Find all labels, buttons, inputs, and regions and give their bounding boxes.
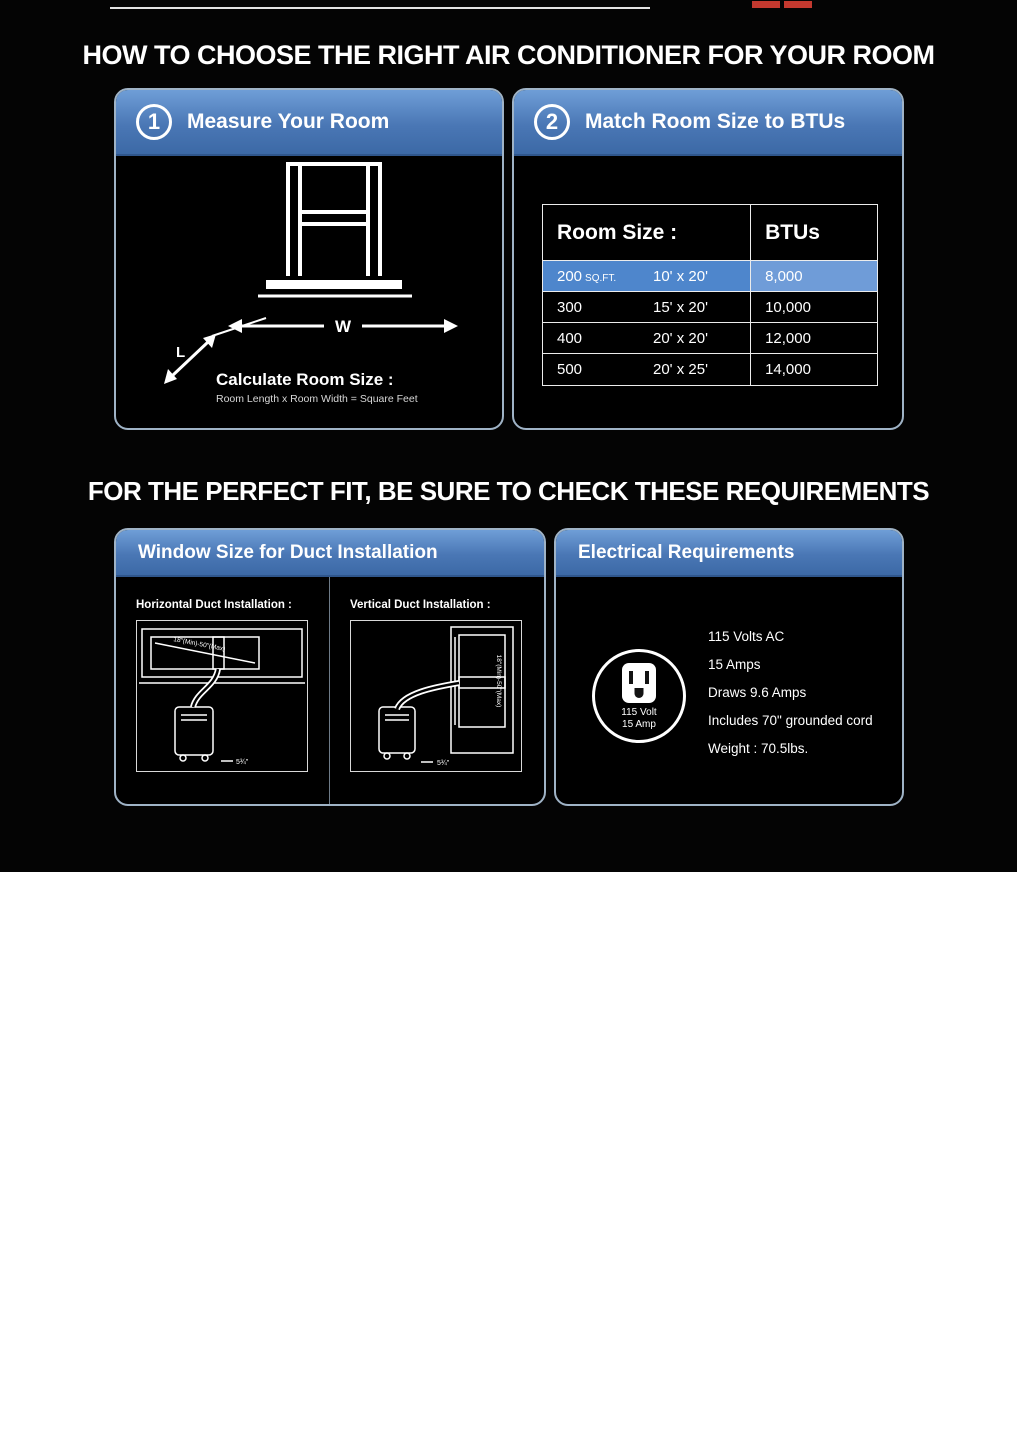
spec-item: Includes 70" grounded cord <box>708 713 873 728</box>
measure-room-header <box>116 90 502 156</box>
room-size-col-header: Room Size : <box>557 220 678 244</box>
vertical-duct-art <box>351 621 521 771</box>
calc-title: Calculate Room Size : <box>216 370 394 389</box>
table-row <box>543 354 877 385</box>
red-fragment <box>784 1 812 8</box>
power-outlet-icon <box>592 649 686 743</box>
step2-number-badge: 2 <box>534 104 570 140</box>
vertical-duct-diagram <box>350 620 522 772</box>
electrical-spec-list <box>708 629 873 769</box>
horizontal-duct-section <box>116 577 330 804</box>
electrical-body <box>556 577 902 804</box>
length-label: L <box>176 344 186 361</box>
table-row <box>543 261 877 292</box>
vertical-dim-range: 18"(Min)-50"(Max) <box>495 654 502 708</box>
electrical-title: Electrical Requirements <box>578 541 795 563</box>
step1-number-badge: 1 <box>136 104 172 140</box>
section2-title: FOR THE PERFECT FIT, BE SURE TO CHECK THESE REQUIREMENTS <box>87 476 930 506</box>
spec-item: Weight : 70.5lbs. <box>708 741 809 756</box>
step1-title: Measure Your Room <box>187 110 390 133</box>
spec-item: Draws 9.6 Amps <box>708 685 807 700</box>
red-fragment <box>752 1 780 8</box>
sqft-unit: SQ.FT. <box>585 272 617 284</box>
room-size-btu-header <box>514 90 902 156</box>
measure-room-body <box>116 156 502 428</box>
sqft-value: 300 <box>557 298 583 316</box>
horizontal-dim-small: 5¾" <box>236 759 249 766</box>
vertical-dim-small: 5¾" <box>437 760 450 767</box>
sqft-value: 400 <box>557 329 583 347</box>
room-measure-diagram <box>116 160 504 395</box>
calc-formula: Room Length x Room Width = Square Feet <box>216 393 418 405</box>
room-size-btu-body <box>514 156 902 428</box>
dimensions-value: 20' x 25' <box>653 361 708 378</box>
room-size-cell <box>543 292 750 322</box>
cropped-red-text <box>752 1 812 8</box>
width-label: W <box>334 317 352 336</box>
horizontal-dim-range: 18"(Min)-50"(Max) <box>172 636 226 653</box>
vertical-duct-label: Vertical Duct Installation : <box>350 599 491 611</box>
window-size-panel <box>114 528 546 806</box>
dimensions-value: 15' x 20' <box>653 298 708 316</box>
btus-cell: 12,000 <box>750 323 877 353</box>
window-size-title: Window Size for Duct Installation <box>138 541 438 563</box>
room-size-cell <box>543 323 750 353</box>
room-size-table <box>542 204 878 386</box>
table-row <box>543 323 877 354</box>
calc-room-size-caption <box>216 370 418 405</box>
window-size-header <box>116 530 544 577</box>
outlet-rating <box>595 707 683 730</box>
window-size-body <box>116 577 544 804</box>
room-size-cell <box>543 261 750 291</box>
spec-item: 15 Amps <box>708 657 761 672</box>
outlet-slot <box>629 671 633 684</box>
room-size-btu-panel <box>512 88 904 430</box>
horizontal-duct-art <box>137 621 307 771</box>
outlet-face <box>622 663 656 703</box>
btus-cell: 8,000 <box>750 261 877 291</box>
spec-item: 115 Volts AC <box>708 629 785 644</box>
sqft-value: 500 <box>557 361 583 378</box>
step2-title: Match Room Size to BTUs <box>585 110 846 133</box>
outlet-ground-hole <box>635 688 644 698</box>
cropped-table-edge <box>110 7 650 9</box>
dimensions-value: 20' x 20' <box>653 329 708 347</box>
step-panels-row <box>114 88 904 430</box>
vertical-duct-section <box>330 577 544 804</box>
btus-cell: 10,000 <box>750 292 877 322</box>
window-frame <box>288 162 380 276</box>
btus-col-header: BTUs <box>750 205 877 260</box>
window-sill <box>266 280 402 289</box>
table-header-row <box>543 205 877 261</box>
outlet-volts: 115 Volt <box>621 707 657 718</box>
btus-cell: 14,000 <box>750 354 877 385</box>
table-row <box>543 292 877 323</box>
electrical-header <box>556 530 902 577</box>
dimensions-value: 10' x 20' <box>653 267 708 285</box>
horizontal-duct-label: Horizontal Duct Installation : <box>136 599 292 611</box>
electrical-requirements-panel <box>554 528 904 806</box>
section1-title: HOW TO CHOOSE THE RIGHT AIR CONDITIONER FOR YOUR ROOM <box>82 40 935 70</box>
requirements-panels-row <box>114 528 904 806</box>
outlet-slot <box>645 671 649 684</box>
sqft-value: 200 <box>557 267 583 285</box>
outlet-amps: 15 Amp <box>622 718 656 730</box>
room-size-cell <box>543 354 750 385</box>
measure-room-panel <box>114 88 504 430</box>
horizontal-duct-diagram <box>136 620 308 772</box>
